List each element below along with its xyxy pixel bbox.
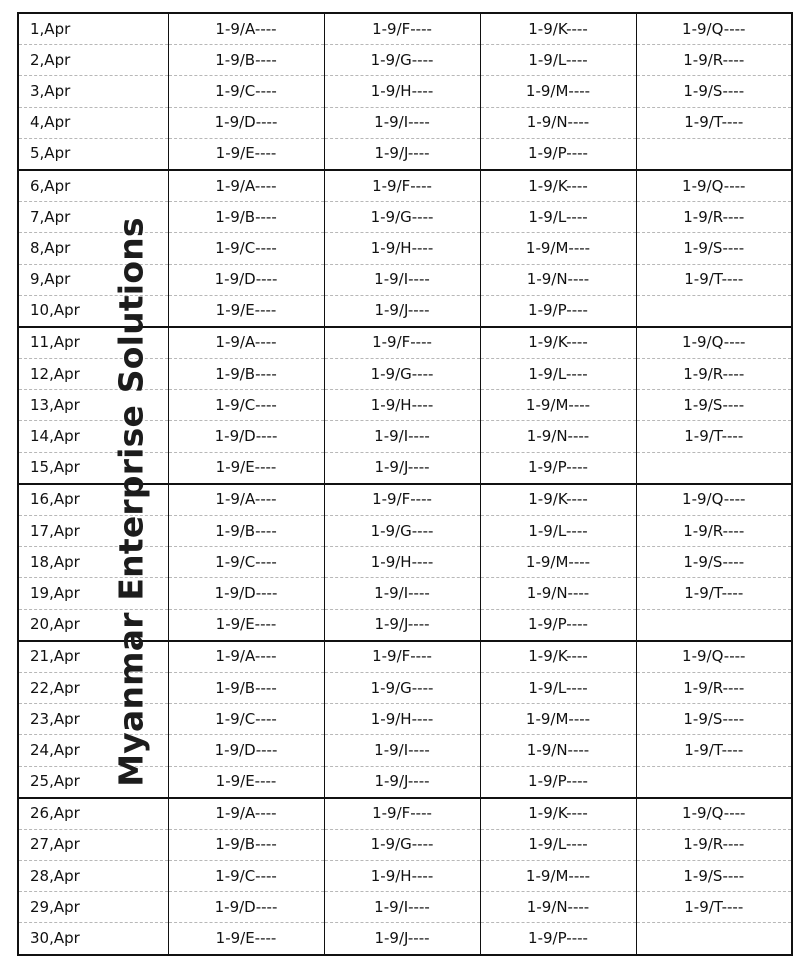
date-cell: 8,Apr	[18, 233, 168, 264]
code-cell: 1-9/B----	[168, 516, 324, 547]
code-cell: 1-9/G----	[324, 45, 480, 76]
code-cell: 1-9/E----	[168, 452, 324, 484]
table-row	[18, 641, 792, 673]
date-cell: 13,Apr	[18, 390, 168, 421]
code-cell: 1-9/H----	[324, 861, 480, 892]
code-cell: 1-9/R----	[636, 45, 792, 76]
table-row	[18, 829, 792, 860]
code-cell: 1-9/D----	[168, 421, 324, 452]
code-cell: 1-9/H----	[324, 390, 480, 421]
date-cell: 18,Apr	[18, 547, 168, 578]
code-cell: 1-9/Q----	[636, 170, 792, 202]
code-cell: 1-9/A----	[168, 13, 324, 45]
code-cell: 1-9/G----	[324, 516, 480, 547]
date-cell: 27,Apr	[18, 829, 168, 860]
code-cell: 1-9/L----	[480, 202, 636, 233]
code-cell: 1-9/Q----	[636, 327, 792, 359]
code-cell: 1-9/T----	[636, 578, 792, 609]
code-cell: 1-9/Q----	[636, 798, 792, 830]
table-row	[18, 421, 792, 452]
code-cell: 1-9/S----	[636, 390, 792, 421]
code-cell: 1-9/A----	[168, 327, 324, 359]
code-cell: 1-9/I----	[324, 578, 480, 609]
code-cell: 1-9/R----	[636, 672, 792, 703]
code-cell: 1-9/A----	[168, 484, 324, 516]
date-cell: 9,Apr	[18, 264, 168, 295]
code-cell: 1-9/G----	[324, 359, 480, 390]
date-cell: 7,Apr	[18, 202, 168, 233]
code-cell: 1-9/N----	[480, 264, 636, 295]
table-row	[18, 766, 792, 798]
code-cell: 1-9/M----	[480, 547, 636, 578]
code-cell: 1-9/M----	[480, 390, 636, 421]
table-row	[18, 264, 792, 295]
code-cell: 1-9/E----	[168, 295, 324, 327]
code-cell	[636, 138, 792, 170]
code-cell: 1-9/K----	[480, 484, 636, 516]
table-row	[18, 107, 792, 138]
table-row	[18, 202, 792, 233]
code-cell: 1-9/L----	[480, 45, 636, 76]
code-cell: 1-9/L----	[480, 672, 636, 703]
code-cell: 1-9/L----	[480, 359, 636, 390]
code-cell: 1-9/C----	[168, 704, 324, 735]
table-row	[18, 892, 792, 923]
code-cell: 1-9/M----	[480, 704, 636, 735]
code-cell: 1-9/T----	[636, 107, 792, 138]
code-cell: 1-9/K----	[480, 13, 636, 45]
code-cell: 1-9/E----	[168, 138, 324, 170]
date-cell: 22,Apr	[18, 672, 168, 703]
date-cell: 30,Apr	[18, 923, 168, 955]
date-cell: 21,Apr	[18, 641, 168, 673]
code-cell: 1-9/N----	[480, 735, 636, 766]
table-row	[18, 76, 792, 107]
table-row	[18, 390, 792, 421]
code-cell: 1-9/D----	[168, 107, 324, 138]
code-cell: 1-9/Q----	[636, 484, 792, 516]
date-cell: 28,Apr	[18, 861, 168, 892]
code-cell: 1-9/T----	[636, 264, 792, 295]
date-cell: 23,Apr	[18, 704, 168, 735]
code-cell	[636, 766, 792, 798]
code-cell: 1-9/P----	[480, 609, 636, 641]
table-row	[18, 672, 792, 703]
code-cell: 1-9/B----	[168, 202, 324, 233]
code-cell: 1-9/A----	[168, 641, 324, 673]
schedule-body	[18, 13, 792, 955]
code-cell: 1-9/F----	[324, 13, 480, 45]
code-cell: 1-9/K----	[480, 798, 636, 830]
code-cell: 1-9/H----	[324, 704, 480, 735]
code-cell: 1-9/J----	[324, 295, 480, 327]
code-cell: 1-9/T----	[636, 892, 792, 923]
code-cell: 1-9/F----	[324, 170, 480, 202]
code-cell: 1-9/J----	[324, 923, 480, 955]
code-cell: 1-9/Q----	[636, 13, 792, 45]
code-cell: 1-9/B----	[168, 829, 324, 860]
code-cell: 1-9/R----	[636, 359, 792, 390]
date-cell: 12,Apr	[18, 359, 168, 390]
code-cell: 1-9/I----	[324, 421, 480, 452]
code-cell: 1-9/C----	[168, 547, 324, 578]
date-cell: 24,Apr	[18, 735, 168, 766]
code-cell: 1-9/J----	[324, 609, 480, 641]
date-cell: 4,Apr	[18, 107, 168, 138]
code-cell: 1-9/D----	[168, 892, 324, 923]
date-cell: 2,Apr	[18, 45, 168, 76]
code-cell: 1-9/L----	[480, 516, 636, 547]
code-cell	[636, 452, 792, 484]
code-cell: 1-9/D----	[168, 578, 324, 609]
table-row	[18, 516, 792, 547]
code-cell: 1-9/K----	[480, 641, 636, 673]
table-row	[18, 452, 792, 484]
date-cell: 20,Apr	[18, 609, 168, 641]
code-cell: 1-9/C----	[168, 76, 324, 107]
code-cell: 1-9/T----	[636, 421, 792, 452]
table-row	[18, 578, 792, 609]
code-cell: 1-9/H----	[324, 233, 480, 264]
code-cell: 1-9/K----	[480, 327, 636, 359]
table-row	[18, 295, 792, 327]
code-cell: 1-9/N----	[480, 421, 636, 452]
code-cell: 1-9/I----	[324, 892, 480, 923]
code-cell: 1-9/K----	[480, 170, 636, 202]
table-row	[18, 327, 792, 359]
code-cell: 1-9/I----	[324, 735, 480, 766]
code-cell: 1-9/T----	[636, 735, 792, 766]
code-cell: 1-9/E----	[168, 609, 324, 641]
date-cell: 17,Apr	[18, 516, 168, 547]
code-cell: 1-9/C----	[168, 861, 324, 892]
date-cell: 29,Apr	[18, 892, 168, 923]
date-cell: 25,Apr	[18, 766, 168, 798]
date-cell: 16,Apr	[18, 484, 168, 516]
code-cell: 1-9/I----	[324, 107, 480, 138]
table-row	[18, 13, 792, 45]
table-row	[18, 798, 792, 830]
code-cell: 1-9/G----	[324, 829, 480, 860]
code-cell: 1-9/N----	[480, 578, 636, 609]
table-row	[18, 704, 792, 735]
code-cell: 1-9/L----	[480, 829, 636, 860]
table-row	[18, 484, 792, 516]
code-cell: 1-9/D----	[168, 264, 324, 295]
schedule-table	[17, 12, 793, 956]
code-cell: 1-9/F----	[324, 798, 480, 830]
code-cell: 1-9/N----	[480, 107, 636, 138]
date-cell: 26,Apr	[18, 798, 168, 830]
code-cell: 1-9/P----	[480, 766, 636, 798]
code-cell: 1-9/R----	[636, 516, 792, 547]
code-cell: 1-9/G----	[324, 202, 480, 233]
code-cell: 1-9/H----	[324, 76, 480, 107]
code-cell: 1-9/J----	[324, 138, 480, 170]
date-cell: 3,Apr	[18, 76, 168, 107]
code-cell: 1-9/R----	[636, 202, 792, 233]
code-cell: 1-9/M----	[480, 76, 636, 107]
code-cell: 1-9/S----	[636, 861, 792, 892]
code-cell: 1-9/H----	[324, 547, 480, 578]
code-cell: 1-9/S----	[636, 233, 792, 264]
code-cell: 1-9/P----	[480, 923, 636, 955]
code-cell: 1-9/E----	[168, 766, 324, 798]
table-row	[18, 170, 792, 202]
code-cell: 1-9/E----	[168, 923, 324, 955]
table-row	[18, 861, 792, 892]
code-cell: 1-9/A----	[168, 798, 324, 830]
code-cell: 1-9/C----	[168, 390, 324, 421]
code-cell	[636, 295, 792, 327]
code-cell: 1-9/S----	[636, 76, 792, 107]
code-cell: 1-9/C----	[168, 233, 324, 264]
date-cell: 10,Apr	[18, 295, 168, 327]
code-cell: 1-9/B----	[168, 359, 324, 390]
table-row	[18, 45, 792, 76]
table-row	[18, 138, 792, 170]
code-cell: 1-9/Q----	[636, 641, 792, 673]
code-cell: 1-9/R----	[636, 829, 792, 860]
code-cell: 1-9/A----	[168, 170, 324, 202]
code-cell: 1-9/J----	[324, 766, 480, 798]
code-cell: 1-9/N----	[480, 892, 636, 923]
table-row	[18, 609, 792, 641]
table-row	[18, 233, 792, 264]
code-cell	[636, 609, 792, 641]
date-cell: 14,Apr	[18, 421, 168, 452]
code-cell: 1-9/P----	[480, 295, 636, 327]
code-cell: 1-9/S----	[636, 547, 792, 578]
table-row	[18, 923, 792, 955]
date-cell: 6,Apr	[18, 170, 168, 202]
date-cell: 19,Apr	[18, 578, 168, 609]
date-cell: 11,Apr	[18, 327, 168, 359]
code-cell: 1-9/F----	[324, 484, 480, 516]
table-row	[18, 547, 792, 578]
code-cell: 1-9/F----	[324, 641, 480, 673]
code-cell: 1-9/P----	[480, 138, 636, 170]
watermark-text: Myanmar Enterprise Solutions	[111, 217, 151, 787]
code-cell: 1-9/I----	[324, 264, 480, 295]
table-row	[18, 359, 792, 390]
code-cell	[636, 923, 792, 955]
date-cell: 1,Apr	[18, 13, 168, 45]
code-cell: 1-9/S----	[636, 704, 792, 735]
code-cell: 1-9/F----	[324, 327, 480, 359]
date-cell: 15,Apr	[18, 452, 168, 484]
code-cell: 1-9/J----	[324, 452, 480, 484]
code-cell: 1-9/B----	[168, 45, 324, 76]
table-row	[18, 735, 792, 766]
code-cell: 1-9/B----	[168, 672, 324, 703]
date-cell: 5,Apr	[18, 138, 168, 170]
code-cell: 1-9/P----	[480, 452, 636, 484]
code-cell: 1-9/M----	[480, 233, 636, 264]
code-cell: 1-9/D----	[168, 735, 324, 766]
code-cell: 1-9/M----	[480, 861, 636, 892]
code-cell: 1-9/G----	[324, 672, 480, 703]
